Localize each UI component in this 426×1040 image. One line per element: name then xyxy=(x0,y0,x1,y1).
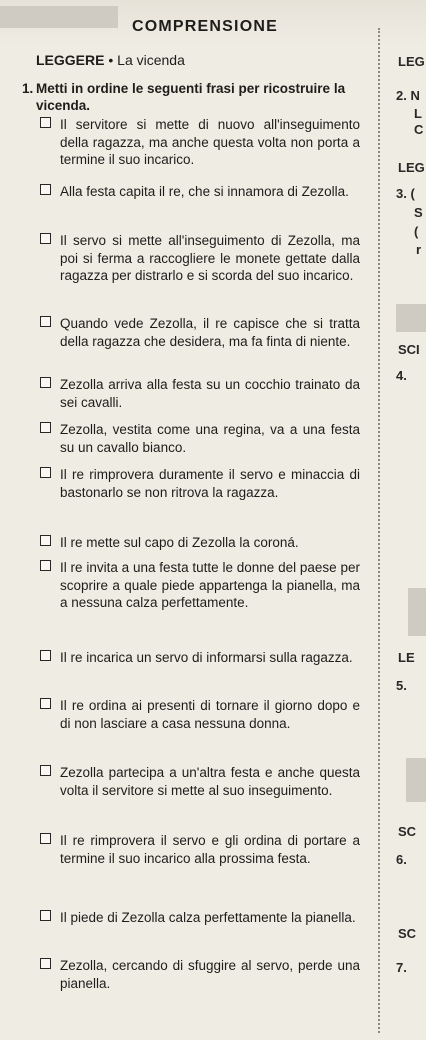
adjacent-fragment: SC xyxy=(398,926,417,941)
header-tab xyxy=(0,6,118,28)
adjacent-fragment: SCI xyxy=(398,342,420,357)
order-checkbox[interactable] xyxy=(40,698,51,709)
order-checkbox[interactable] xyxy=(40,910,51,921)
adjacent-fragment: LEG xyxy=(398,160,425,175)
sentence-text: Zezolla, cercando di sfuggire al servo, perde una pianella. xyxy=(60,958,360,991)
adjacent-fragment: 2. N xyxy=(396,88,420,103)
adjacent-photo-fragment xyxy=(408,588,426,636)
adjacent-photo-fragment xyxy=(396,304,426,332)
sentence-text: Il re mette sul capo di Zezolla la coroná. xyxy=(60,535,299,550)
sentence-item xyxy=(40,764,362,799)
order-checkbox[interactable] xyxy=(40,316,51,327)
sentence-item xyxy=(40,559,362,612)
sentence-item xyxy=(40,376,362,411)
order-checkbox[interactable] xyxy=(40,765,51,776)
sentence-text: Quando vede Zezolla, il re capisce che si tratta della ragazza che desidera, ma fa finta di niente. xyxy=(60,316,360,349)
order-checkbox[interactable] xyxy=(40,233,51,244)
sentence-item xyxy=(40,315,362,350)
adjacent-fragment: ( xyxy=(414,224,419,239)
adjacent-photo-fragment xyxy=(406,758,426,802)
subtitle-bullet: • xyxy=(108,52,114,68)
order-checkbox[interactable] xyxy=(40,467,51,478)
order-checkbox[interactable] xyxy=(40,833,51,844)
sentence-item xyxy=(40,183,362,201)
sentence-text: Il re rimprovera duramente il servo e minaccia di bastonarlo se non ritrova la ragazza. xyxy=(60,467,360,500)
sentence-text: Il re ordina ai presenti di tornare il giorno dopo e di non lasciare a casa nessuna donna. xyxy=(60,698,360,731)
sentence-item xyxy=(40,534,362,552)
sentence-text: Zezolla arriva alla festa su un cocchio trainato da sei cavalli. xyxy=(60,377,360,410)
column-divider xyxy=(378,28,380,1033)
sentence-item xyxy=(40,232,362,285)
order-checkbox[interactable] xyxy=(40,117,51,128)
order-checkbox[interactable] xyxy=(40,958,51,969)
sentence-text: Zezolla partecipa a un'altra festa e anche questa volta il servitore si mette al suo inseguimento. xyxy=(60,765,360,798)
sentence-item xyxy=(40,832,362,867)
adjacent-page-column xyxy=(378,20,426,1040)
adjacent-fragment: 4. xyxy=(396,368,407,383)
sentence-text: Il piede di Zezolla calza perfettamente la pianella. xyxy=(60,910,356,925)
sentence-text: Alla festa capita il re, che si innamora di Zezolla. xyxy=(60,184,349,199)
sentence-text: Zezolla, vestita come una regina, va a una festa su un cavallo bianco. xyxy=(60,422,360,455)
adjacent-fragment: 7. xyxy=(396,960,407,975)
subtitle-topic: La vicenda xyxy=(117,52,185,68)
sentence-item xyxy=(40,697,362,732)
adjacent-fragment: 5. xyxy=(396,678,407,693)
order-checkbox[interactable] xyxy=(40,184,51,195)
order-checkbox[interactable] xyxy=(40,422,51,433)
adjacent-fragment: LE xyxy=(398,650,415,665)
sentence-text: Il re invita a una festa tutte le donne del paese per scoprire a quale piede appartenga la pianella, ma a nessuna calza perfettamente. xyxy=(60,560,360,610)
adjacent-fragment: SC xyxy=(398,824,417,839)
exercise-text: Metti in ordine le seguenti frasi per ricostruire la vicenda. xyxy=(36,81,346,113)
order-checkbox[interactable] xyxy=(40,535,51,546)
sentence-text: Il re rimprovera il servo e gli ordina di portare a termine il suo incarico alla prossima festa. xyxy=(60,833,360,866)
sentence-item xyxy=(40,466,362,501)
sentence-item xyxy=(40,957,362,992)
adjacent-fragment: L xyxy=(414,106,422,121)
order-checkbox[interactable] xyxy=(40,377,51,388)
sentence-item xyxy=(40,421,362,456)
adjacent-fragment: LEG xyxy=(398,54,425,69)
sentence-text: Il re incarica un servo di informarsi sulla ragazza. xyxy=(60,650,353,665)
section-title: COMPRENSIONE xyxy=(132,18,278,35)
adjacent-fragment: 3. ( xyxy=(396,186,415,201)
order-checkbox[interactable] xyxy=(40,560,51,571)
exercise-number: 1. xyxy=(22,81,34,96)
adjacent-fragment: r xyxy=(416,242,422,257)
sentence-text: Il servitore si mette di nuovo all'inseguimento della ragazza, ma anche questa volta non porta a termine il suo incarico. xyxy=(60,117,360,167)
subtitle-section: LEGGERE xyxy=(36,52,105,68)
sentence-item xyxy=(40,116,362,169)
adjacent-fragment: C xyxy=(414,122,424,137)
adjacent-fragment: S xyxy=(414,205,423,220)
sentence-text: Il servo si mette all'inseguimento di Zezolla, ma poi si ferma a raccogliere le monete gettate dalla ragazza per distrarlo e si scorda del suo incarico. xyxy=(60,233,360,283)
subtitle xyxy=(36,52,185,68)
sentence-item xyxy=(40,909,362,927)
adjacent-fragment: 6. xyxy=(396,852,407,867)
sentence-item xyxy=(40,649,362,667)
exercise-instruction xyxy=(22,80,352,114)
order-checkbox[interactable] xyxy=(40,650,51,661)
